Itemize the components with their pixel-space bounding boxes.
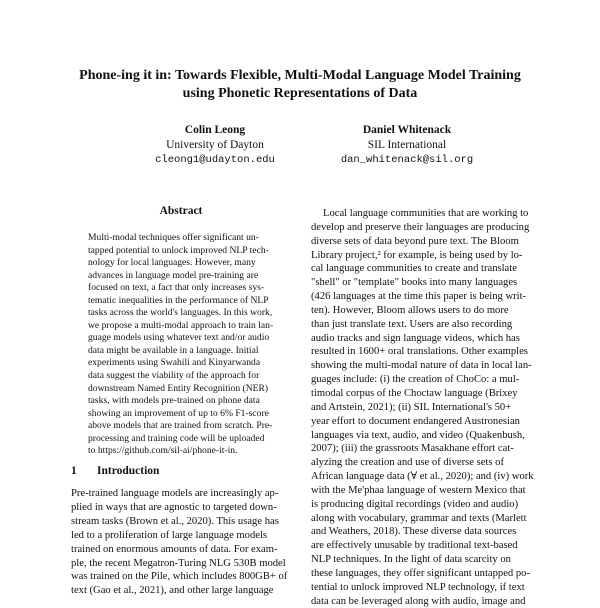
text-line: to https://github.com/sil-ai/phone-it-in. (88, 445, 238, 457)
text-line: Local language communities that are working to (323, 208, 529, 219)
text-line: audio tracks and sign language videos, which has (311, 332, 520, 344)
text-line: with the Me'phaa language of western Mexico that (311, 484, 526, 496)
text-line: along with vocabulary, grammar and texts (Marlett (311, 512, 527, 524)
text-line: tapped potential to unlock improved NLP tech- (88, 244, 269, 256)
intro-paragraph (71, 487, 302, 598)
text-line: Library project,² for example, is being used by lo- (311, 249, 523, 261)
right-column-paragraph (311, 207, 542, 608)
text-line: "shell" or "template" books into many languages (311, 277, 518, 289)
text-line: experiments using Swahili and Kinyarwanda (88, 357, 261, 369)
text-line: was trained on the Pile, which includes 800GB+ of (71, 571, 288, 583)
text-line: Multi-modal techniques offer significant un- (88, 232, 259, 243)
text-line: advances in language model pre-training are (88, 269, 259, 281)
text-line: year effort to document endangered Austronesian (311, 415, 520, 427)
text-line: led to a proliferation of large language models (71, 529, 268, 541)
text-line: tematic inequalities in the performance of NLP (88, 294, 269, 306)
text-line: languages via text, audio, and video (Quakenbush, (311, 429, 525, 441)
text-line: alyzing the creation and use of diverse sets of (311, 457, 504, 469)
text-line: than just translate text. Users are also recording (311, 318, 513, 330)
section-title: Introduction (97, 465, 160, 477)
author-email: dan_whitenack@sil.org (340, 154, 474, 166)
author-block (105, 123, 325, 168)
text-line: text (Gao et al., 2021), and other large language (71, 585, 274, 597)
text-line: guages include: (i) the creation of ChoCo: a mul- (311, 374, 520, 386)
text-line: timodal corpus of the Choctaw language (Brixey (311, 387, 518, 399)
text-line: tasks across the world's languages. In this work, (88, 307, 273, 319)
author-name: Daniel Whitenack (362, 124, 452, 136)
text-line: nology for local languages. However, many (88, 257, 256, 269)
text-line: tential to unlock improved NLP technology, if text (311, 581, 525, 593)
text-line: ple, the recent Megatron-Turing NLG 530B model (71, 557, 286, 569)
paper-title (40, 67, 560, 103)
abstract-body (88, 232, 282, 458)
text-line: data might be available in a language. Initial (88, 344, 259, 356)
text-line: and Weathers, 2018). These diverse data sources (311, 526, 517, 538)
text-line: these languages, they offer significant untapped po- (311, 567, 530, 579)
text-line: (426 languages at the time this paper is being writ- (311, 291, 527, 303)
text-line: we propose a multi-modal approach to train lan- (88, 319, 274, 331)
text-line: develop and preserve their languages are producing (311, 221, 530, 233)
author-affiliation: SIL International (367, 139, 447, 151)
section-heading (71, 465, 159, 477)
text-line: Pre-trained language models are increasingly ap- (71, 488, 279, 499)
abstract-heading: Abstract (159, 205, 203, 217)
text-line: resulted in 1600+ oral translations. Other examples (311, 346, 528, 358)
text-line: ten). However, Bloom allows users to do more (311, 304, 509, 316)
text-line: above models that are trained from scratch. Pre- (88, 420, 273, 432)
title-line: Phone-ing it in: Towards Flexible, Multi-Modal Language Model Training (79, 68, 521, 83)
author-name: Colin Leong (184, 124, 246, 136)
text-line: downstream Named Entity Recognition (NER) (88, 382, 269, 394)
text-line: data can be leveraged along with audio, image and (311, 595, 526, 607)
text-line: cal language communities to create and translate (311, 263, 517, 275)
text-line: stream tasks (Brown et al., 2020). This usage has (71, 515, 279, 527)
text-line: NLP techniques. In the light of data scarcity on (311, 554, 511, 566)
text-line: data suggest the viability of the approach for (88, 370, 260, 382)
text-line: showing an improvement of up to 6% F1-score (88, 407, 269, 419)
text-line: tasks, with models pre-trained on phone data (88, 395, 260, 407)
text-line: guage models using whatever text and/or audio (88, 332, 270, 344)
author-block (297, 123, 517, 168)
text-line: 2007); (iii) the grassroots Masakhane effort cat- (311, 443, 514, 455)
text-line: are effectively unusable by traditional text-based (311, 540, 518, 552)
text-line: showing the multi-modal nature of data in local lan- (311, 360, 532, 372)
text-line: trained on enormous amounts of data. For exam- (71, 543, 278, 555)
text-line: focused on text, a fact that only increases sys- (88, 282, 265, 294)
text-line: and Artstein, 2021); (ii) SIL International's 50+ (311, 401, 512, 413)
author-email: cleong1@udayton.edu (155, 154, 275, 166)
section-number: 1 (71, 465, 77, 477)
text-line: processing and training code will be uploaded (88, 432, 265, 444)
text-line: diverse sets of data beyond pure text. The Bloom (311, 235, 519, 247)
title-line: using Phonetic Representations of Data (182, 86, 418, 101)
text-line: plied in ways that are agnostic to targeted down- (71, 501, 277, 513)
text-line: is producing digital recordings (video and audio) (311, 498, 519, 510)
author-affiliation: University of Dayton (166, 139, 264, 151)
text-line: African language data (∀ et al., 2020); and (iv) work (311, 471, 534, 483)
